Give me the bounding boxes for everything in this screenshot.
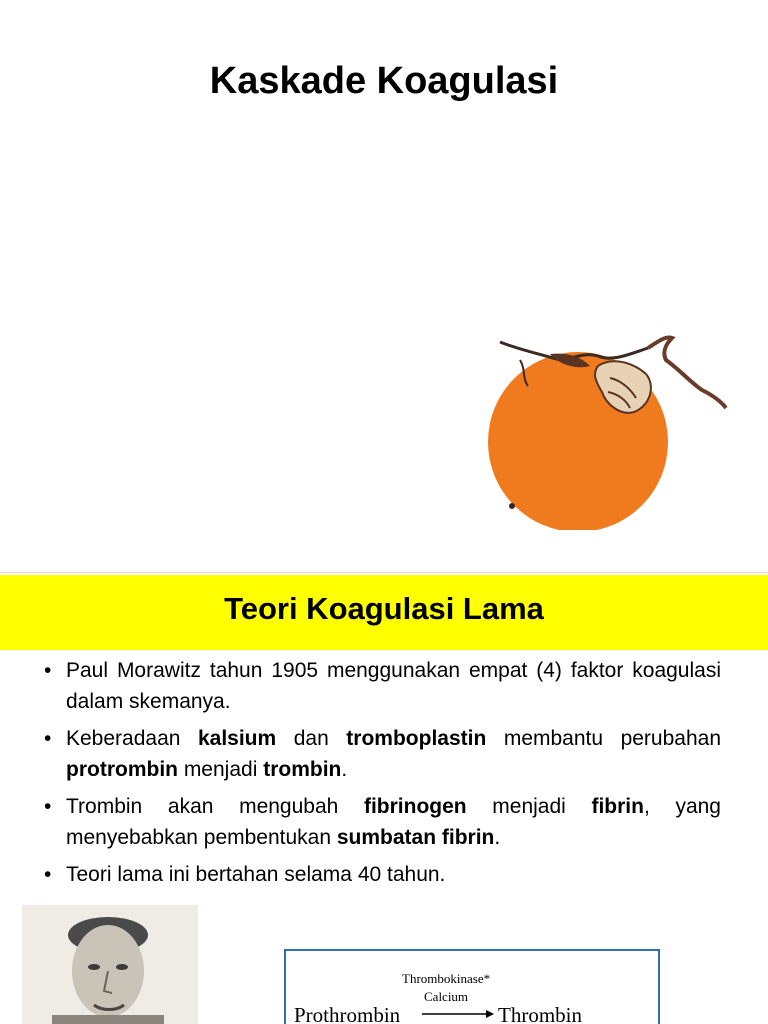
bullet-item (40, 655, 721, 717)
bold-term: sumbatan fibrin (336, 826, 495, 849)
slide-title: Kaskade Koagulasi (209, 60, 559, 102)
right-eye (116, 964, 128, 970)
reaction-arrow-icon (420, 1007, 496, 1021)
fruit-tip (509, 503, 515, 509)
bullet-text: . (494, 826, 501, 849)
bold-term: tromboplastin (346, 727, 487, 750)
bullet-text: membantu perubahan (486, 727, 721, 750)
bullet-item (40, 791, 721, 853)
bullet-list (40, 655, 721, 896)
bullet-text: , yang menyebabkan pembentukan (66, 795, 721, 849)
bullet-text: menjadi (177, 758, 264, 781)
reaction-diagram (284, 949, 660, 1024)
bold-term: protrombin (66, 758, 178, 781)
bold-term: kalsium (197, 727, 277, 750)
bullet-item (40, 723, 721, 785)
portrait-photo (22, 905, 198, 1024)
bold-term: fibrin (591, 795, 644, 818)
bullet-text: Keberadaan (66, 727, 198, 750)
bullet-text: Paul Morawitz tahun 1905 menggunakan empat (4) faktor koagulasi dalam skemanya. (66, 659, 721, 713)
bullet-text: Teori lama ini bertahan selama 40 tahun. (66, 863, 446, 886)
twig (648, 337, 726, 408)
bullet-text: menjadi (466, 795, 592, 818)
bold-term: fibrinogen (363, 795, 467, 818)
bullet-text: . (341, 758, 348, 781)
bullet-text: Trombin akan mengubah (66, 795, 364, 818)
cofactor-label-1: Thrombokinase* (402, 971, 491, 986)
bullet-text: dan (276, 727, 347, 750)
slide-teori-koagulasi-lama (0, 573, 768, 1024)
left-eye (88, 964, 100, 970)
substrate-label: Prothrombin (294, 1003, 401, 1024)
shoulders (52, 1015, 164, 1024)
product-label: Thrombin (498, 1003, 582, 1024)
persimmon-fruit-illustration (480, 330, 740, 530)
bullet-item (40, 859, 721, 890)
bold-term: trombin (263, 758, 342, 781)
portrait-photo-icon (22, 905, 198, 1024)
slide-title: Teori Koagulasi Lama (224, 591, 544, 626)
cofactor-label-2: Calcium (424, 989, 469, 1004)
